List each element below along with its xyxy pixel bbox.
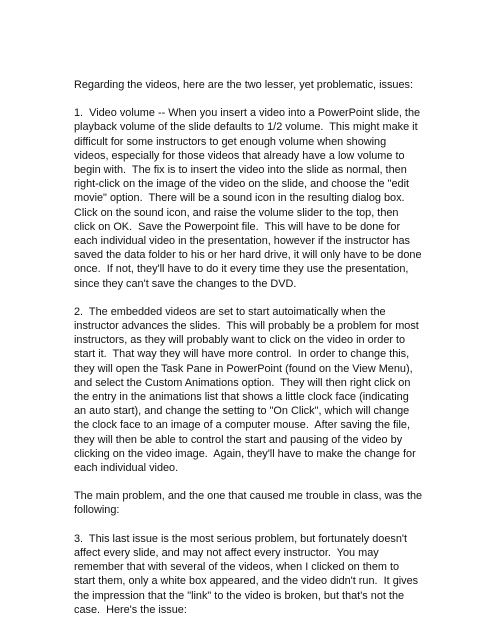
text-line: the clock face to an image of a computer mouse. After saving the file, [74, 419, 410, 432]
text-line: they will then be able to control the start and pausing of the video by [74, 433, 403, 446]
text-line: playback volume of the slide defaults to 1/2 volume. This might make it [74, 121, 418, 134]
text-line: click on OK. Save the Powerpoint file. This will have to be done for [74, 220, 401, 233]
text-line: start them, only a white box appeared, and the video didn't run. It gives [74, 575, 419, 588]
text-line: remember that with several of the videos, when I clicked on them to [74, 561, 400, 574]
text-line: case. Here's the issue: [74, 603, 187, 616]
text-line: instructor advances the slides. This will probably be a problem for most [74, 320, 419, 333]
document-body [74, 78, 422, 631]
text-line: Regarding the videos, here are the two lesser, yet problematic, issues: [74, 79, 413, 91]
text-line: videos, especially for those videos that already have a low volume to [74, 149, 405, 162]
paragraph-issue-2 [74, 305, 422, 475]
text-line: right-click on the image of the video on the slide, and choose the "edit [74, 178, 410, 191]
text-line: begin with. The fix is to insert the video into the slide as normal, then [74, 164, 407, 177]
paragraph-issue-3 [74, 532, 422, 617]
text-line: the impression that the "link" to the video is broken, but that's not the [74, 589, 405, 602]
paragraph-main-problem [74, 489, 422, 517]
text-line: instructors, as they will probably want to click on the video in order to [74, 334, 406, 347]
text-line: they will open the Task Pane in PowerPoint (found on the View Menu), [74, 362, 413, 375]
text-line: difficult for some instructors to get enough volume when showing [74, 135, 387, 148]
text-line: affect every slide, and may not affect every instructor. You may [74, 546, 379, 559]
paragraph-issue-1 [74, 106, 422, 291]
text-line: The main problem, and the one that caused me trouble in class, was the [74, 490, 423, 503]
text-line: and select the Custom Animations option. They will then right click on [74, 376, 411, 389]
text-line: start it. That way they will have more control. In order to change this, [74, 348, 410, 361]
text-line: 3. This last issue is the most serious problem, but fortunately doesn't [74, 532, 407, 545]
text-line: an auto start), and change the setting to "On Click", which will change [74, 405, 410, 418]
text-line: since they can't save the changes to the DVD. [74, 277, 297, 290]
text-line: each individual video in the presentation, however if the instructor has [74, 235, 410, 248]
text-line: 1. Video volume -- When you insert a video into a PowerPoint slide, the [74, 107, 421, 120]
text-line: movie" option. There will be a sound icon in the resulting dialog box. [74, 192, 405, 205]
text-line: Click on the sound icon, and raise the volume slider to the top, then [74, 206, 399, 219]
text-line: following: [74, 504, 120, 517]
paragraph-intro [74, 78, 422, 92]
text-line: 2. The embedded videos are set to start autoimatically when the [74, 305, 386, 318]
text-line: clicking on the video image. Again, they'll have to make the change for [74, 447, 416, 460]
text-line: once. If not, they'll have to do it every time they use the presentation, [74, 263, 409, 276]
text-line: the entry in the animations list that shows a little clock face (indicating [74, 391, 409, 404]
text-line: each individual video. [74, 462, 179, 475]
text-line: saved the data folder to his or her hard drive, it will only have to be done [74, 249, 422, 262]
